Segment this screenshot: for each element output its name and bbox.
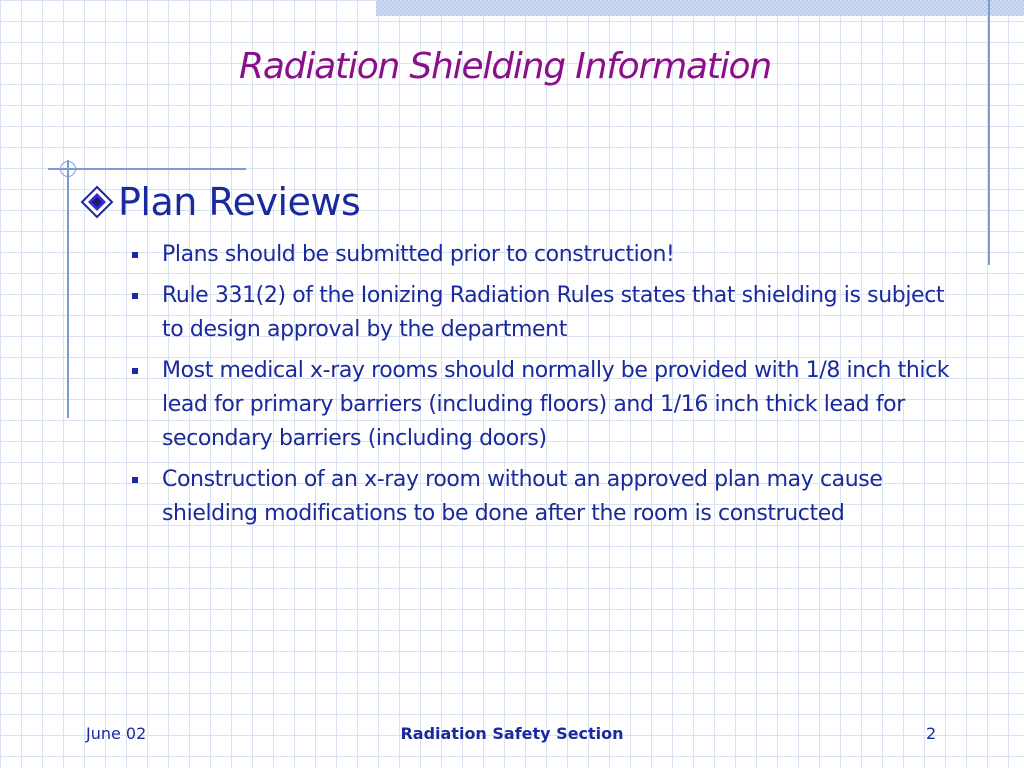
left-decorative-circle [60, 161, 76, 177]
bullet-list [130, 238, 950, 538]
list-item [130, 238, 950, 272]
bullet-text: Rule 331(2) of the Ionizing Radiation Rules states that shielding is subject to design approval by the department [162, 283, 945, 342]
diamond-bullet-icon [80, 185, 114, 219]
list-item [130, 354, 950, 456]
section-heading: Plan Reviews [118, 180, 361, 224]
footer-date: June 02 [86, 724, 147, 743]
slide-title: Radiation Shielding Information [239, 46, 771, 87]
left-vertical-line [67, 160, 69, 418]
square-bullet-icon [132, 252, 138, 258]
left-horizontal-line [48, 168, 246, 170]
square-bullet-icon [132, 368, 138, 374]
bullet-text: Construction of an x-ray room without an approved plan may cause shielding modifications to be done after the room is constructed [162, 467, 883, 526]
bullet-text: Most medical x-ray rooms should normally be provided with 1/8 inch thick lead for primary barriers (including floors) and 1/16 inch thick lead for secondary barriers (including doors) [162, 358, 950, 451]
right-vertical-line [988, 0, 990, 265]
square-bullet-icon [132, 477, 138, 483]
square-bullet-icon [132, 293, 138, 299]
list-item [130, 463, 950, 531]
list-item [130, 279, 950, 347]
footer-section-name: Radiation Safety Section [400, 724, 624, 743]
footer-page-number: 2 [926, 724, 937, 743]
heading-row [80, 180, 360, 224]
bullet-text: Plans should be submitted prior to construction! [162, 242, 675, 267]
top-decorative-band [376, 0, 1024, 16]
